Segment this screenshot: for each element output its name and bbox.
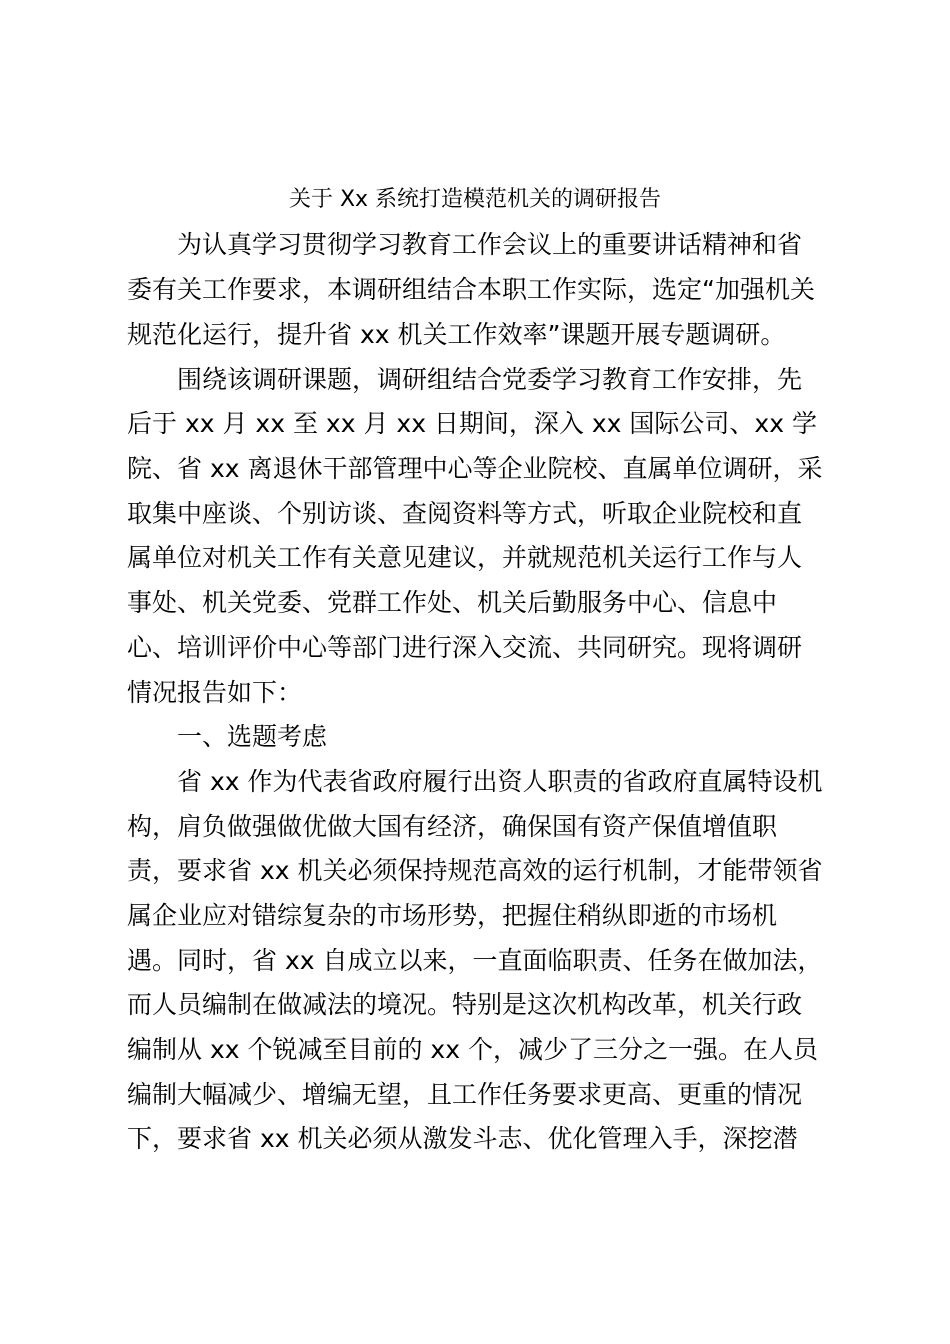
section-heading: 一、选题考虑: [177, 722, 328, 751]
text-line: 编制大幅减少、增编无望，且工作任务要求更高、更重的情况: [127, 1080, 803, 1109]
text-line: 取集中座谈、个别访谈、查阅资料等方式，听取企业院校和直: [127, 499, 803, 528]
text-line: 院、省 xx 离退休干部管理中心等企业院校、直属单位调研，采: [127, 454, 823, 483]
text-line: 为认真学习贯彻学习教育工作会议上的重要讲话精神和省: [177, 230, 803, 259]
text-line: 事处、机关党委、党群工作处、机关后勤服务中心、信息中: [127, 588, 778, 617]
text-line: 遇。同时，省 xx 自成立以来，一直面临职责、任务在做加法，: [127, 946, 823, 975]
text-line: 下，要求省 xx 机关必须从激发斗志、优化管理入手，深挖潜: [127, 1124, 798, 1153]
text-line: 后于 xx 月 xx 至 xx 月 xx 日期间，深入 xx 国际公司、xx 学: [127, 409, 817, 438]
text-line: 委有关工作要求，本调研组结合本职工作实际，选定“加强机关: [127, 275, 815, 304]
text-line: 规范化运行，提升省 xx 机关工作效率”课题开展专题调研。: [127, 320, 786, 349]
text-line: 情况报告如下：: [127, 678, 303, 707]
text-line: 属单位对机关工作有关意见建议，并就规范机关运行工作与人: [127, 543, 803, 572]
text-line: 而人员编制在做减法的境况。特别是这次机构改革，机关行政: [127, 990, 803, 1019]
text-line: 省 xx 作为代表省政府履行出资人职责的省政府直属特设机: [177, 767, 823, 796]
document-title: 关于 Xx 系统打造模范机关的调研报告: [288, 187, 662, 212]
text-line: 编制从 xx 个锐减至目前的 xx 个，减少了三分之一强。在人员: [127, 1035, 818, 1064]
text-line: 责，要求省 xx 机关必须保持规范高效的运行机制，才能带领省: [127, 856, 823, 885]
text-line: 构，肩负做强做优做大国有经济，确保国有资产保值增值职: [127, 812, 778, 841]
text-line: 围绕该调研课题，调研组结合党委学习教育工作安排，先: [177, 365, 803, 394]
text-line: 心、培训评价中心等部门进行深入交流、共同研究。现将调研: [127, 633, 803, 662]
text-line: 属企业应对错综复杂的市场形势，把握住稍纵即逝的市场机: [127, 901, 778, 930]
